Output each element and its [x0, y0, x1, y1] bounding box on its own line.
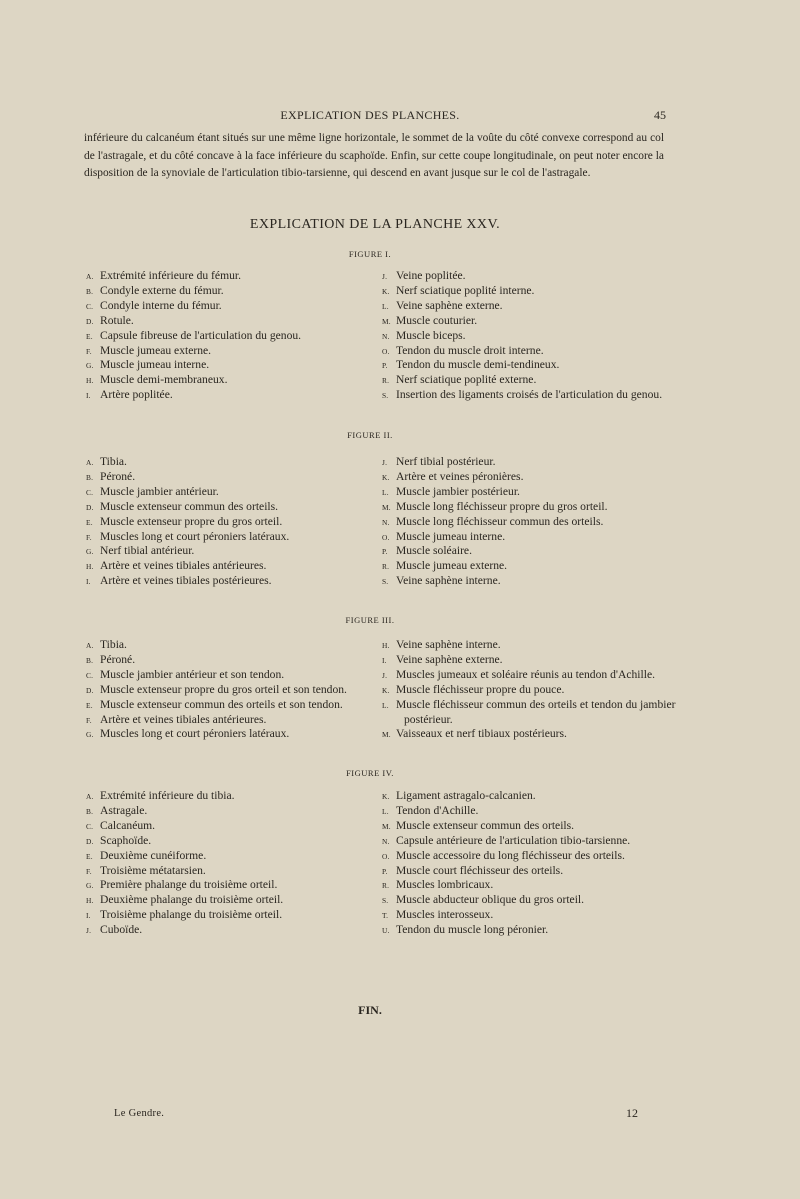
legend-text: Muscle accessoire du long fléchisseur des orteils. — [396, 848, 625, 862]
figure-3-left-legend — [86, 638, 347, 742]
legend-letter: A. — [86, 792, 94, 801]
running-head: EXPLICATION DES PLANCHES. — [280, 108, 460, 122]
legend-letter: I. — [382, 655, 387, 665]
legend-entry — [382, 653, 675, 668]
legend-letter: N. — [382, 517, 390, 527]
legend-entry — [86, 530, 289, 545]
legend-entry — [382, 284, 662, 299]
legend-letter: P. — [382, 361, 388, 371]
legend-letter: S. — [382, 577, 389, 587]
intro-paragraph: inférieure du calcanéum étant situés sur une même ligne horizontale, le sommet de la voûte du côté convexe correspond au col de l'astragale, et du côté concave à la face inférieure du scaphoïde. Enfin, sur cette coupe longitudinale, on peut noter encore la disposition de la synoviale de l'articulation tibio-tarsienne, qui descend en avant jusque sur le col de l'astragale. — [84, 132, 664, 179]
legend-letter: D. — [86, 836, 94, 846]
legend-entry — [382, 834, 630, 849]
legend-letter: J. — [382, 272, 388, 281]
legend-entry — [382, 299, 662, 314]
legend-entry — [86, 878, 283, 893]
legend-letter: O. — [382, 851, 390, 861]
legend-entry — [86, 515, 289, 530]
legend-letter: E. — [86, 851, 93, 861]
legend-text: Muscle fléchisseur commun des orteils et tendon du jambier — [396, 697, 676, 711]
legend-letter: M. — [382, 730, 391, 740]
legend-entry — [86, 559, 289, 574]
legend-text: Muscles long et court péroniers latéraux. — [100, 529, 290, 543]
legend-letter: F. — [86, 532, 92, 542]
legend-text: Artère et veines péronières. — [396, 469, 524, 483]
legend-entry — [86, 314, 301, 329]
legend-text: Extrémité inférieure du tibia. — [100, 789, 235, 802]
legend-letter: O. — [382, 532, 390, 542]
legend-entry — [86, 834, 283, 849]
legend-letter: J. — [86, 926, 92, 936]
legend-letter: K. — [382, 472, 390, 482]
figure-4-left-legend — [86, 789, 283, 938]
figure-3-title: FIGURE III. — [345, 615, 395, 625]
legend-letter: B. — [86, 472, 94, 482]
legend-text: Muscles jumeaux et soléaire réunis au tendon d'Achille. — [396, 667, 656, 681]
legend-text: Muscle jambier antérieur. — [100, 484, 219, 498]
legend-letter: D. — [86, 502, 94, 512]
legend-text: Deuxième phalange du troisième orteil. — [100, 893, 284, 907]
legend-letter: F. — [86, 866, 92, 876]
legend-entry — [382, 530, 608, 545]
legend-letter: E. — [86, 700, 93, 710]
legend-entry — [86, 470, 289, 485]
legend-letter: C. — [86, 487, 94, 497]
legend-entry — [382, 559, 608, 574]
figure-4-title: FIGURE IV. — [346, 768, 394, 778]
legend-entry — [86, 908, 283, 923]
legend-letter: J. — [382, 670, 388, 680]
legend-text: Ligament astragalo-calcanien. — [396, 789, 536, 802]
legend-letter: L. — [382, 700, 389, 710]
legend-entry — [382, 864, 630, 879]
legend-entry — [86, 329, 301, 344]
legend-letter: L. — [382, 487, 389, 497]
legend-text: Cuboïde. — [100, 923, 143, 937]
legend-letter: L. — [382, 301, 389, 311]
legend-letter: R. — [382, 881, 390, 891]
legend-text: Tendon du muscle droit interne. — [396, 343, 544, 357]
legend-text: Scaphoïde. — [100, 833, 152, 847]
legend-text: Péroné. — [100, 652, 136, 666]
legend-entry — [382, 515, 608, 530]
legend-letter: R. — [382, 562, 390, 572]
legend-letter: G. — [86, 547, 94, 557]
legend-entry — [382, 373, 662, 388]
legend-text: Muscle jambier postérieur. — [396, 484, 520, 498]
legend-entry — [86, 864, 283, 879]
legend-letter: F. — [86, 346, 92, 356]
legend-letter: N. — [382, 836, 390, 846]
legend-text: Muscle biceps. — [396, 328, 466, 342]
legend-letter: G. — [86, 730, 94, 740]
legend-letter: C. — [86, 301, 94, 311]
legend-letter: S. — [382, 896, 389, 906]
legend-letter: R. — [382, 376, 390, 386]
legend-letter: M. — [382, 502, 391, 512]
legend-text: Muscle jumeau interne. — [396, 529, 506, 543]
legend-text: Muscle long fléchisseur commun des orteils. — [396, 514, 604, 528]
legend-letter: H. — [86, 562, 94, 572]
legend-letter: N. — [382, 331, 390, 341]
legend-entry — [86, 819, 283, 834]
legend-text: Artère et veines tibiales antérieures. — [100, 712, 267, 726]
legend-entry — [382, 908, 630, 923]
legend-text: Muscle extenseur propre du gros orteil et son tendon. — [100, 682, 347, 696]
legend-entry — [86, 269, 301, 284]
legend-letter: I. — [86, 577, 91, 587]
legend-letter: T. — [382, 911, 389, 921]
legend-entry — [86, 893, 283, 908]
legend-entry — [382, 698, 675, 713]
legend-letter: D. — [86, 685, 94, 695]
legend-entry — [382, 358, 662, 373]
legend-entry — [382, 638, 675, 653]
legend-text-continuation: postérieur. — [404, 712, 453, 726]
legend-letter: L. — [382, 806, 389, 816]
legend-entry — [382, 727, 675, 742]
legend-text: Muscle extenseur commun des orteils. — [100, 499, 279, 513]
legend-text: Nerf sciatique poplité externe. — [396, 373, 537, 387]
legend-text: Première phalange du troisième orteil. — [100, 878, 278, 892]
legend-text: Tendon du muscle demi-tendineux. — [396, 358, 560, 372]
legend-entry — [382, 329, 662, 344]
legend-letter: J. — [382, 458, 388, 467]
legend-entry — [86, 544, 289, 559]
figure-3-right-legend — [382, 638, 675, 742]
legend-text: Deuxième cunéiforme. — [100, 848, 207, 862]
legend-entry — [86, 344, 301, 359]
legend-entry — [382, 878, 630, 893]
legend-entry — [382, 470, 608, 485]
legend-letter: E. — [86, 331, 93, 341]
legend-letter: K. — [382, 286, 390, 296]
legend-text: Artère et veines tibiales antérieures. — [100, 559, 267, 573]
legend-text: Veine saphène externe. — [396, 652, 503, 666]
legend-text: Capsule fibreuse de l'articulation du genou. — [100, 328, 302, 342]
legend-text: Muscles interosseux. — [396, 908, 494, 922]
legend-entry — [86, 698, 347, 713]
legend-text: Muscle extenseur commun des orteils. — [396, 818, 575, 832]
legend-text: Muscle couturier. — [396, 313, 478, 327]
legend-text: Troisième métatarsien. — [100, 863, 206, 877]
legend-letter: B. — [86, 286, 94, 296]
legend-text: Veine saphène externe. — [396, 298, 503, 312]
legend-text: Tibia. — [100, 638, 127, 651]
legend-entry — [382, 789, 630, 804]
legend-text: Astragale. — [100, 803, 148, 817]
figure-1-left-legend — [86, 269, 301, 403]
legend-text: Muscle long fléchisseur propre du gros orteil. — [396, 499, 608, 513]
legend-text: Muscles long et court péroniers latéraux. — [100, 727, 290, 741]
legend-letter: K. — [382, 792, 390, 801]
legend-entry — [382, 485, 608, 500]
legend-letter: A. — [86, 272, 94, 281]
figure-1-right-legend — [382, 269, 662, 403]
figure-2-title: FIGURE II. — [347, 430, 393, 440]
legend-entry — [86, 849, 283, 864]
legend-text: Muscle jumeau interne. — [100, 358, 210, 372]
legend-entry — [86, 683, 347, 698]
figure-2-left-legend — [86, 455, 289, 589]
figure-2-right-legend — [382, 455, 608, 589]
legend-text: Insertion des ligaments croisés de l'articulation du genou. — [396, 388, 663, 402]
legend-letter: C. — [86, 670, 94, 680]
legend-text: Muscle jambier antérieur et son tendon. — [100, 667, 285, 681]
legend-entry — [86, 668, 347, 683]
legend-text: Muscle demi-membraneux. — [100, 373, 228, 387]
legend-letter: G. — [86, 361, 94, 371]
legend-text: Artère et veines tibiales postérieures. — [100, 574, 272, 588]
legend-entry — [86, 638, 347, 653]
legend-entry — [86, 500, 289, 515]
legend-entry — [382, 500, 608, 515]
legend-entry — [86, 923, 283, 938]
legend-text: Nerf sciatique poplité interne. — [396, 283, 535, 297]
legend-entry — [86, 284, 301, 299]
legend-entry — [86, 727, 347, 742]
legend-letter: M. — [382, 821, 391, 831]
legend-entry — [382, 344, 662, 359]
legend-text: Tendon du muscle long péronier. — [396, 923, 549, 937]
legend-text: Muscle jumeau externe. — [396, 559, 508, 573]
legend-text: Muscle fléchisseur propre du pouce. — [396, 682, 565, 696]
legend-text: Muscle extenseur propre du gros orteil. — [100, 514, 283, 528]
legend-entry — [382, 574, 608, 589]
legend-text: Calcanéum. — [100, 818, 156, 832]
legend-text: Veine poplitée. — [396, 269, 466, 282]
legend-text: Muscle jumeau externe. — [100, 343, 212, 357]
legend-entry — [382, 804, 630, 819]
legend-text: Nerf tibial antérieur. — [100, 544, 195, 558]
legend-entry — [86, 653, 347, 668]
legend-entry — [86, 455, 289, 470]
legend-entry — [382, 819, 630, 834]
legend-entry — [86, 388, 301, 403]
legend-letter: U. — [382, 926, 390, 936]
legend-text: Extrémité inférieure du fémur. — [100, 269, 241, 282]
legend-letter: H. — [86, 376, 94, 386]
legend-entry — [86, 804, 283, 819]
legend-letter: I. — [86, 911, 91, 921]
figure-4-right-legend — [382, 789, 630, 938]
footer-signature: 12 — [626, 1106, 638, 1120]
legend-letter: O. — [382, 346, 390, 356]
legend-text: Muscle extenseur commun des orteils et son tendon. — [100, 697, 343, 711]
legend-letter: E. — [86, 517, 93, 527]
legend-letter: C. — [86, 821, 94, 831]
legend-letter: A. — [86, 458, 94, 467]
legend-entry — [86, 789, 283, 804]
legend-letter: K. — [382, 685, 390, 695]
legend-letter: H. — [86, 896, 94, 906]
legend-entry — [86, 574, 289, 589]
legend-entry — [382, 314, 662, 329]
legend-text: Péroné. — [100, 469, 136, 483]
legend-entry — [86, 373, 301, 388]
legend-text: Rotule. — [100, 313, 134, 327]
page-number: 45 — [654, 108, 666, 122]
legend-letter: P. — [382, 866, 388, 876]
legend-letter: B. — [86, 806, 94, 816]
legend-text: Veine saphène interne. — [396, 574, 501, 588]
legend-text: Troisième phalange du troisième orteil. — [100, 908, 283, 922]
legend-text: Muscle court fléchisseur des orteils. — [396, 863, 564, 877]
legend-letter: B. — [86, 655, 94, 665]
legend-text: Artère poplitée. — [100, 388, 173, 402]
legend-letter: A. — [86, 641, 94, 650]
plate-title: EXPLICATION DE LA PLANCHE XXV. — [249, 217, 501, 232]
legend-letter: S. — [382, 391, 389, 401]
legend-entry — [382, 544, 608, 559]
legend-entry — [382, 388, 662, 403]
legend-letter: P. — [382, 547, 388, 557]
legend-entry — [382, 683, 675, 698]
legend-entry — [86, 358, 301, 373]
footer-author: Le Gendre. — [114, 1108, 165, 1119]
legend-letter: I. — [86, 391, 91, 401]
legend-letter: F. — [86, 715, 92, 725]
legend-text: Muscle abducteur oblique du gros orteil. — [396, 893, 585, 907]
legend-text: Muscles lombricaux. — [396, 878, 494, 892]
legend-entry — [382, 269, 662, 284]
legend-entry — [86, 713, 347, 728]
legend-text: Condyle interne du fémur. — [100, 298, 222, 312]
figure-1-title: FIGURE I. — [348, 249, 392, 259]
legend-text: Tendon d'Achille. — [396, 803, 479, 817]
legend-entry — [382, 849, 630, 864]
legend-entry — [382, 455, 608, 470]
legend-entry — [86, 485, 289, 500]
legend-text: Tibia. — [100, 455, 127, 468]
legend-text: Capsule antérieure de l'articulation tibio-tarsienne. — [396, 833, 631, 847]
legend-letter: D. — [86, 316, 94, 326]
legend-entry — [86, 299, 301, 314]
legend-letter: H. — [382, 641, 390, 650]
end-mark: FIN. — [358, 1003, 382, 1017]
legend-text: Vaisseaux et nerf tibiaux postérieurs. — [396, 727, 567, 741]
legend-entry — [382, 893, 630, 908]
legend-text: Veine saphène interne. — [396, 638, 501, 651]
legend-entry — [382, 668, 675, 683]
legend-text: Nerf tibial postérieur. — [396, 455, 496, 468]
legend-text: Muscle soléaire. — [396, 544, 472, 558]
legend-letter: M. — [382, 316, 391, 326]
legend-entry — [382, 923, 630, 938]
legend-text: Condyle externe du fémur. — [100, 283, 224, 297]
legend-letter: G. — [86, 881, 94, 891]
